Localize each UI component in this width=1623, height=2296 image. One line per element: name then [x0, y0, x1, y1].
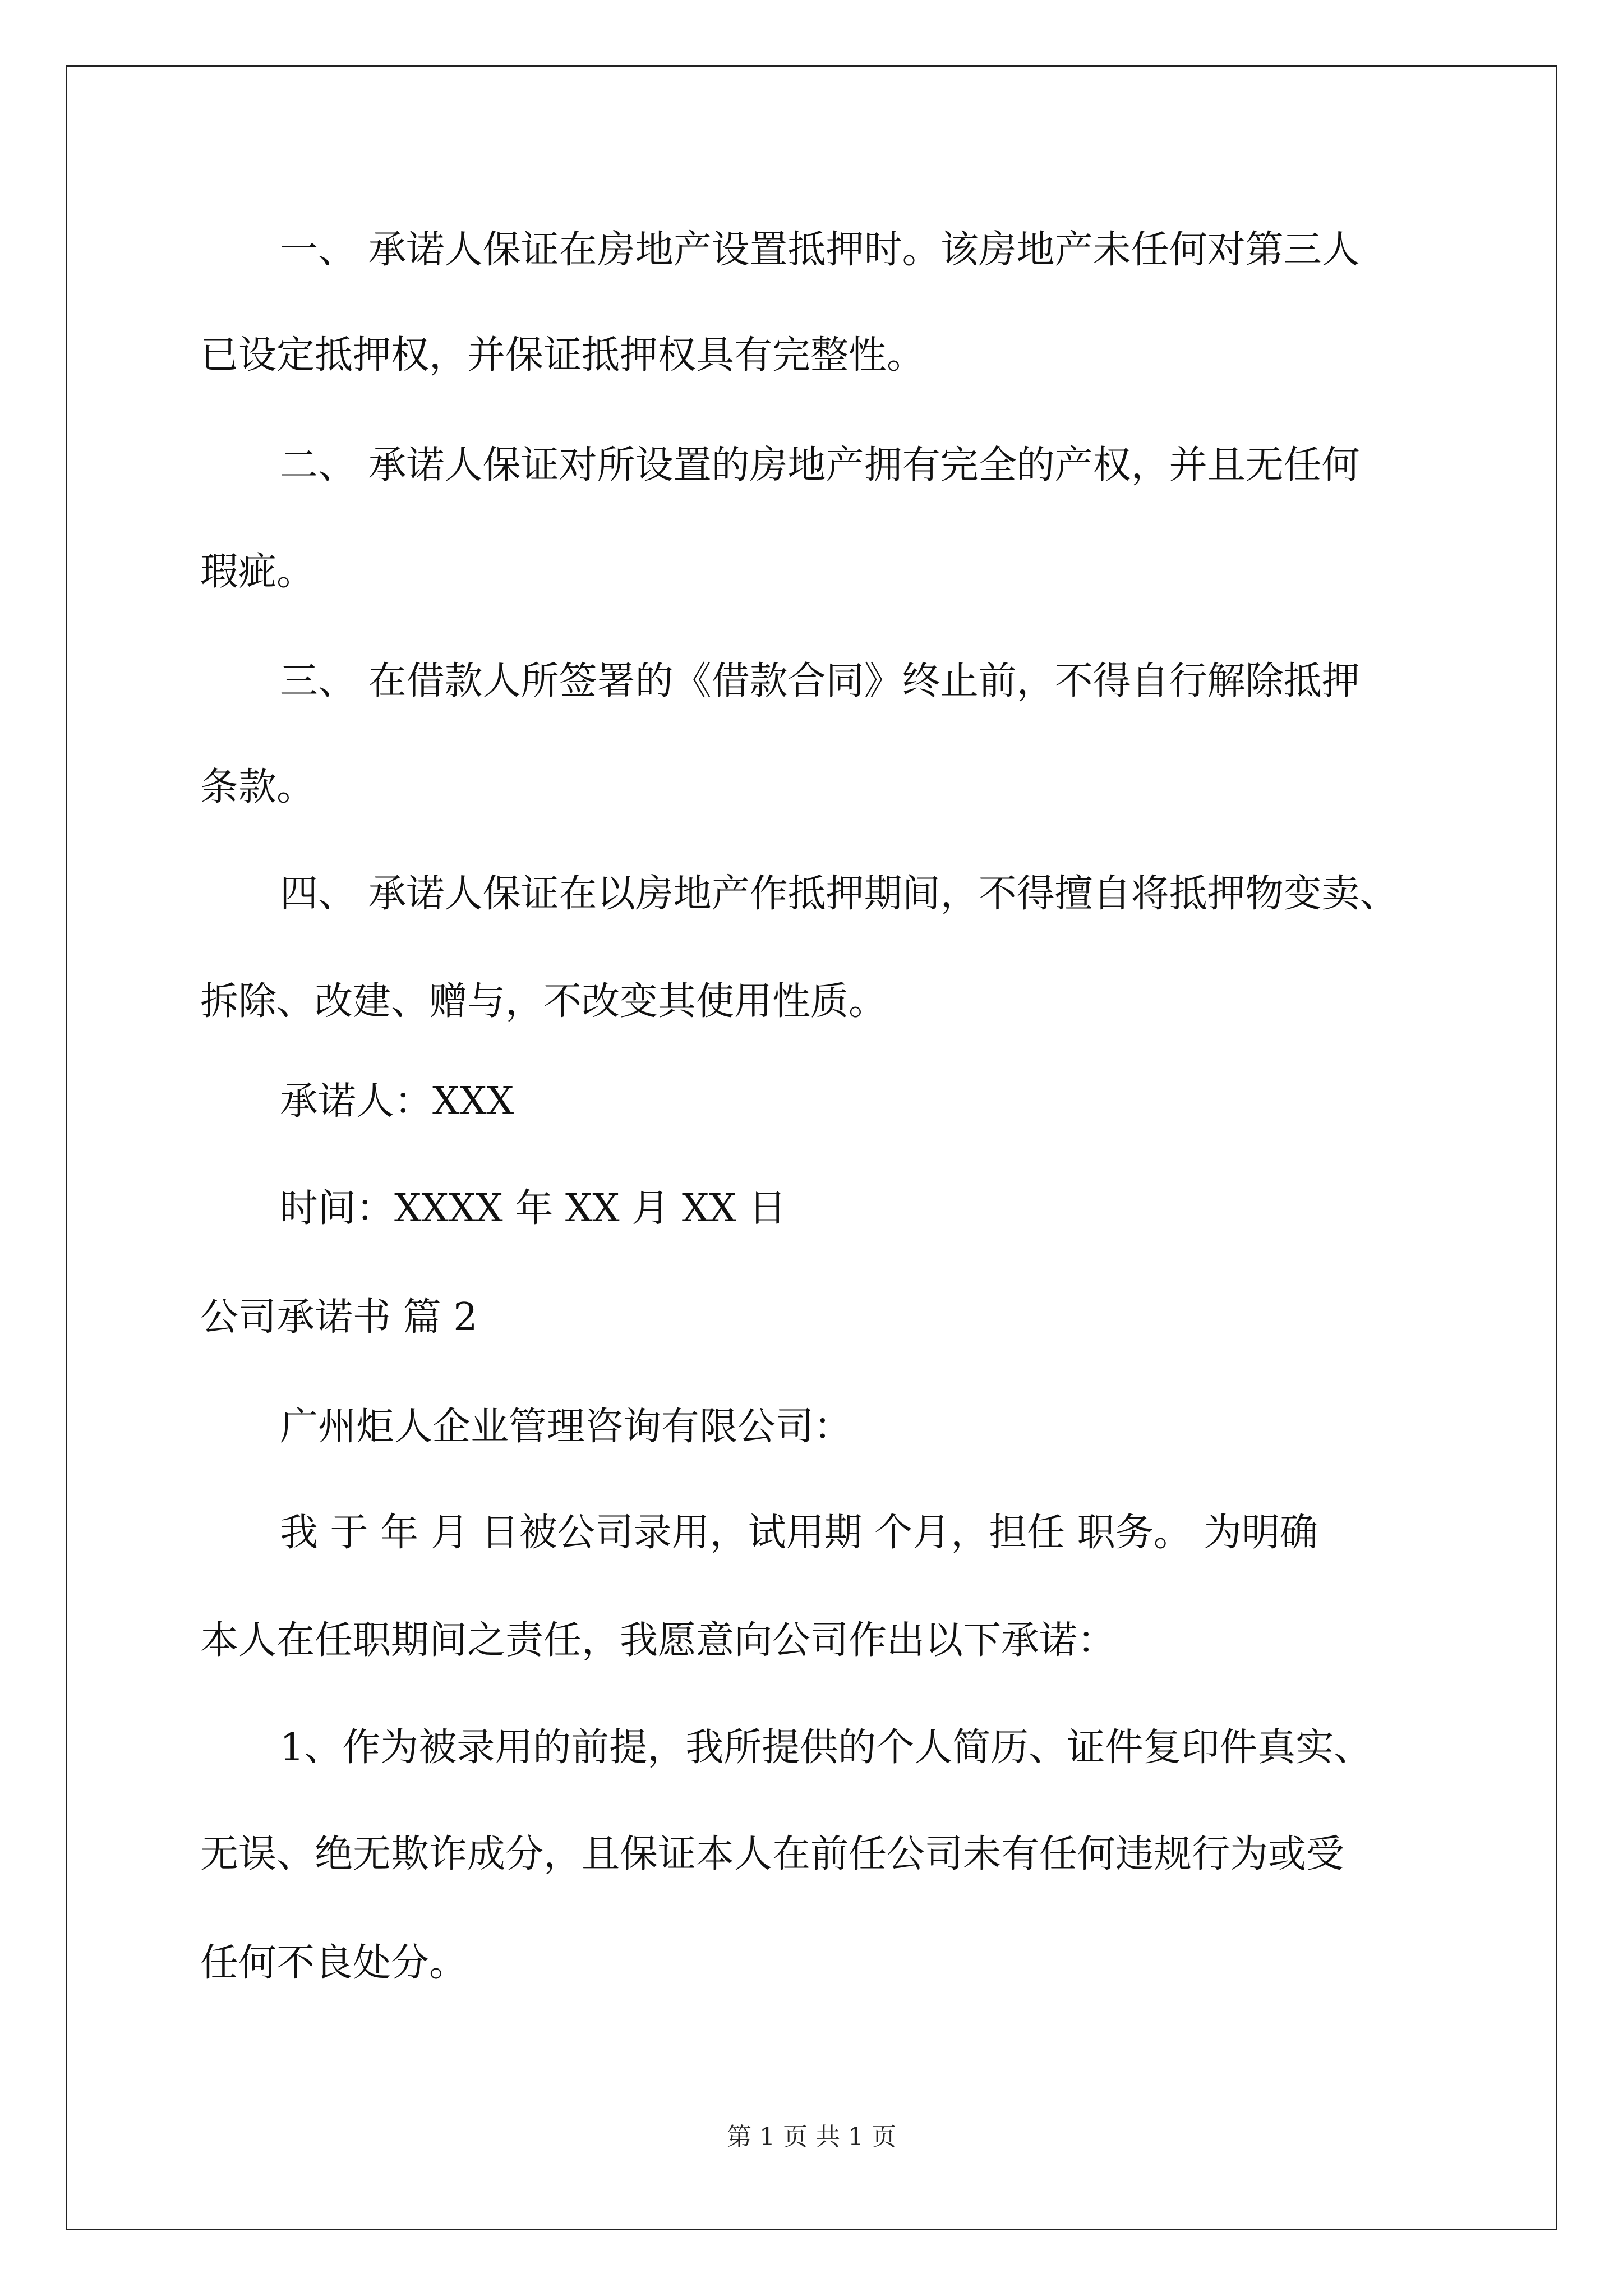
clause-2-line-1: 二、 承诺人保证对所设置的房地产拥有完全的产权，并且无任何 [280, 443, 1360, 487]
promisor-signature-line: 承诺人：XXX [280, 1079, 514, 1124]
clause-4-line-1: 四、 承诺人保证在以房地产作抵押期间，不得擅自将抵押物变卖、 [280, 872, 1398, 916]
page-number-footer: 第 1 页 共 1 页 [727, 2123, 896, 2151]
section-heading: 公司承诺书 篇 2 [200, 1295, 478, 1340]
clause-4-line-2: 拆除、改建、赠与，不改变其使用性质。 [200, 979, 887, 1024]
commitment-1-line-2: 无误、绝无欺诈成分，且保证本人在前任公司未有任何违规行为或受 [200, 1832, 1345, 1876]
intro-paragraph-line-2: 本人在任职期间之责任，我愿意向公司作出以下承诺： [200, 1618, 1116, 1663]
page-border [66, 65, 1557, 2230]
clause-2-line-2: 瑕疵。 [200, 550, 315, 594]
commitment-1-line-3: 任何不良处分。 [200, 1941, 468, 1985]
clause-3-line-1: 三、 在借款人所签署的《借款合同》终止前，不得自行解除抵押 [280, 659, 1360, 703]
clause-3-line-2: 条款。 [200, 765, 315, 809]
commitment-1-line-1: 1、作为被录用的前提，我所提供的个人简历、证件复印件真实、 [280, 1726, 1372, 1770]
clause-1-line-1: 一、 承诺人保证在房地产设置抵押时。该房地产未任何对第三人 [280, 228, 1360, 272]
date-line: 时间：XXXX 年 XX 月 XX 日 [280, 1186, 787, 1231]
clause-1-line-2: 已设定抵押权，并保证抵押权具有完整性。 [200, 333, 925, 378]
intro-paragraph-line-1: 我 于 年 月 日被公司录用，试用期 个月，担任 职务。 为明确 [280, 1511, 1318, 1555]
addressee-line: 广州炬人企业管理咨询有限公司： [280, 1405, 852, 1449]
